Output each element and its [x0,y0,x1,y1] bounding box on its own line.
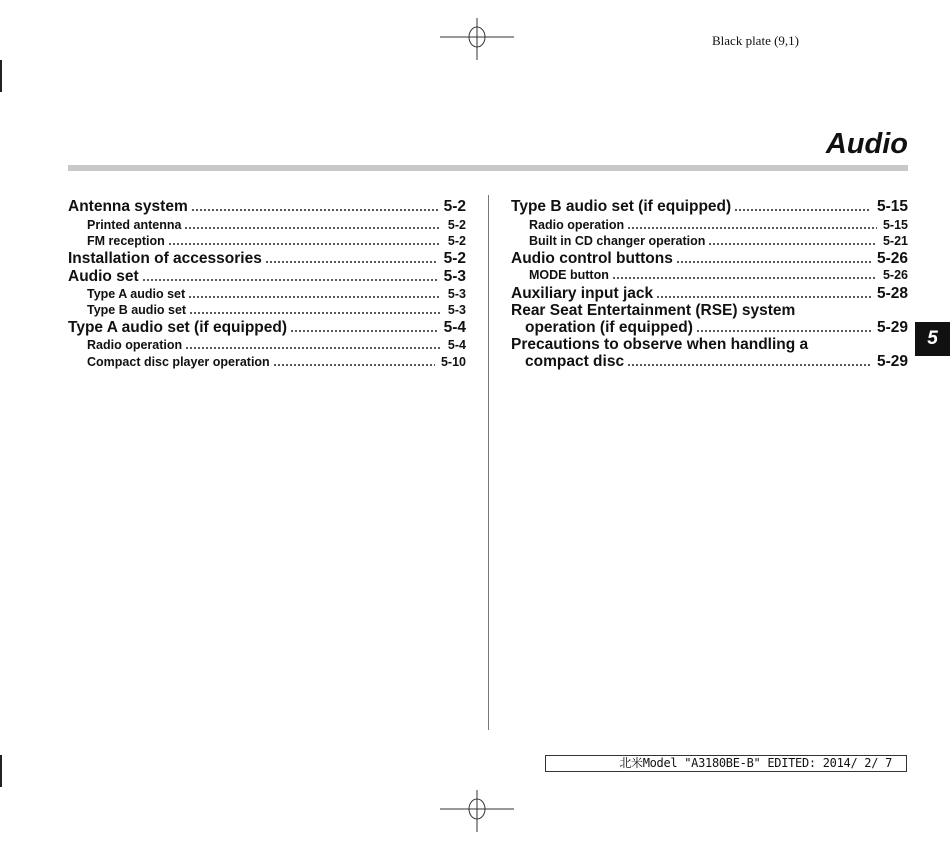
toc-entry[interactable] [68,268,466,286]
toc-entry-label: Type B audio set (if equipped) [511,198,732,215]
toc-entry-label: Audio set [68,268,139,285]
toc-entry-label: Printed antenna [87,218,182,232]
dot-leader [734,209,871,211]
dot-leader [273,364,435,366]
toc-entry[interactable] [87,338,466,352]
toc-entry-label: Radio operation [529,218,625,232]
toc-entry[interactable] [511,285,908,303]
toc-page-number: 5-26 [882,268,908,282]
dot-leader [191,209,438,211]
toc-entry[interactable] [87,218,466,232]
dot-leader [168,243,440,245]
dot-leader [290,330,438,332]
dot-leader [184,227,440,229]
toc-entry[interactable] [529,268,908,282]
dot-leader [627,227,877,229]
toc-entry[interactable] [68,198,466,216]
toc-entry-label: operation (if equipped) [525,319,693,336]
toc-entry[interactable] [87,303,466,317]
toc-page-number: 5-4 [447,338,466,352]
toc-entry-label: Audio control buttons [511,250,673,267]
dot-leader [656,296,871,298]
toc-page-number: 5-3 [447,303,466,317]
toc-entry[interactable] [529,234,908,248]
toc-page-number: 5-15 [876,198,908,215]
toc-page-number: 5-3 [443,268,466,285]
toc-entry-label: Auxiliary input jack [511,285,654,302]
column-divider [488,195,489,730]
toc-entry-label: Antenna system [68,198,188,215]
toc-page-number: 5-3 [447,287,466,301]
chapter-title: Audio [825,128,908,160]
registration-mark-icon [440,790,514,832]
registration-mark-icon [440,18,514,60]
toc-entry[interactable] [87,355,466,369]
toc-entry-label: Type B audio set [87,303,187,317]
dot-leader [188,296,440,298]
toc-page-number: 5-29 [876,319,908,336]
toc-page-number: 5-15 [882,218,908,232]
toc-page-number: 5-26 [876,250,908,267]
toc-page-number: 5-2 [447,234,466,248]
toc-page-number: 5-2 [443,250,466,267]
crop-mark [0,60,2,92]
toc-entry-label: Type A audio set (if equipped) [68,319,288,336]
toc-entry[interactable] [68,319,466,337]
dot-leader [142,279,438,281]
dot-leader [612,277,877,279]
dot-leader [265,261,438,263]
toc-entry-line: Rear Seat Entertainment (RSE) system [511,302,796,319]
toc-entry[interactable] [511,250,908,268]
dot-leader [627,364,871,366]
toc-page-number: 5-28 [876,285,908,302]
toc-entry-label: Installation of accessories [68,250,262,267]
toc-entry-label: Radio operation [87,338,183,352]
crop-mark [0,755,2,787]
toc-page-number: 5-4 [443,319,466,336]
toc-page-number: 5-21 [882,234,908,248]
dot-leader [185,347,440,349]
dot-leader [708,243,877,245]
plate-label: Black plate (9,1) [712,33,799,48]
chapter-tab[interactable]: 5 [915,322,950,356]
dot-leader [676,261,871,263]
toc-entry[interactable] [511,198,908,216]
edit-footer: 北米Model "A3180BE-B" EDITED: 2014/ 2/ 7 [545,755,907,772]
toc-entry[interactable] [525,319,908,337]
toc-entry-label: FM reception [87,234,165,248]
toc-entry[interactable] [68,250,466,268]
toc-entry-label: Compact disc player operation [87,355,270,369]
toc-entry[interactable] [87,234,466,248]
toc-entry-label: Built in CD changer operation [529,234,706,248]
toc-entry-label: MODE button [529,268,609,282]
toc-entry[interactable] [525,353,908,371]
toc-entry-label: compact disc [525,353,625,370]
toc-entry[interactable] [87,287,466,301]
toc-page-number: 5-2 [443,198,466,215]
title-rule [68,165,908,171]
toc-page-number: 5-10 [440,355,466,369]
dot-leader [696,330,871,332]
toc-page-number: 5-29 [876,353,908,370]
toc-page-number: 5-2 [447,218,466,232]
toc-entry[interactable] [529,218,908,232]
dot-leader [189,312,440,314]
toc-entry-line: Precautions to observe when handling a [511,336,809,353]
toc-entry-label: Type A audio set [87,287,186,301]
